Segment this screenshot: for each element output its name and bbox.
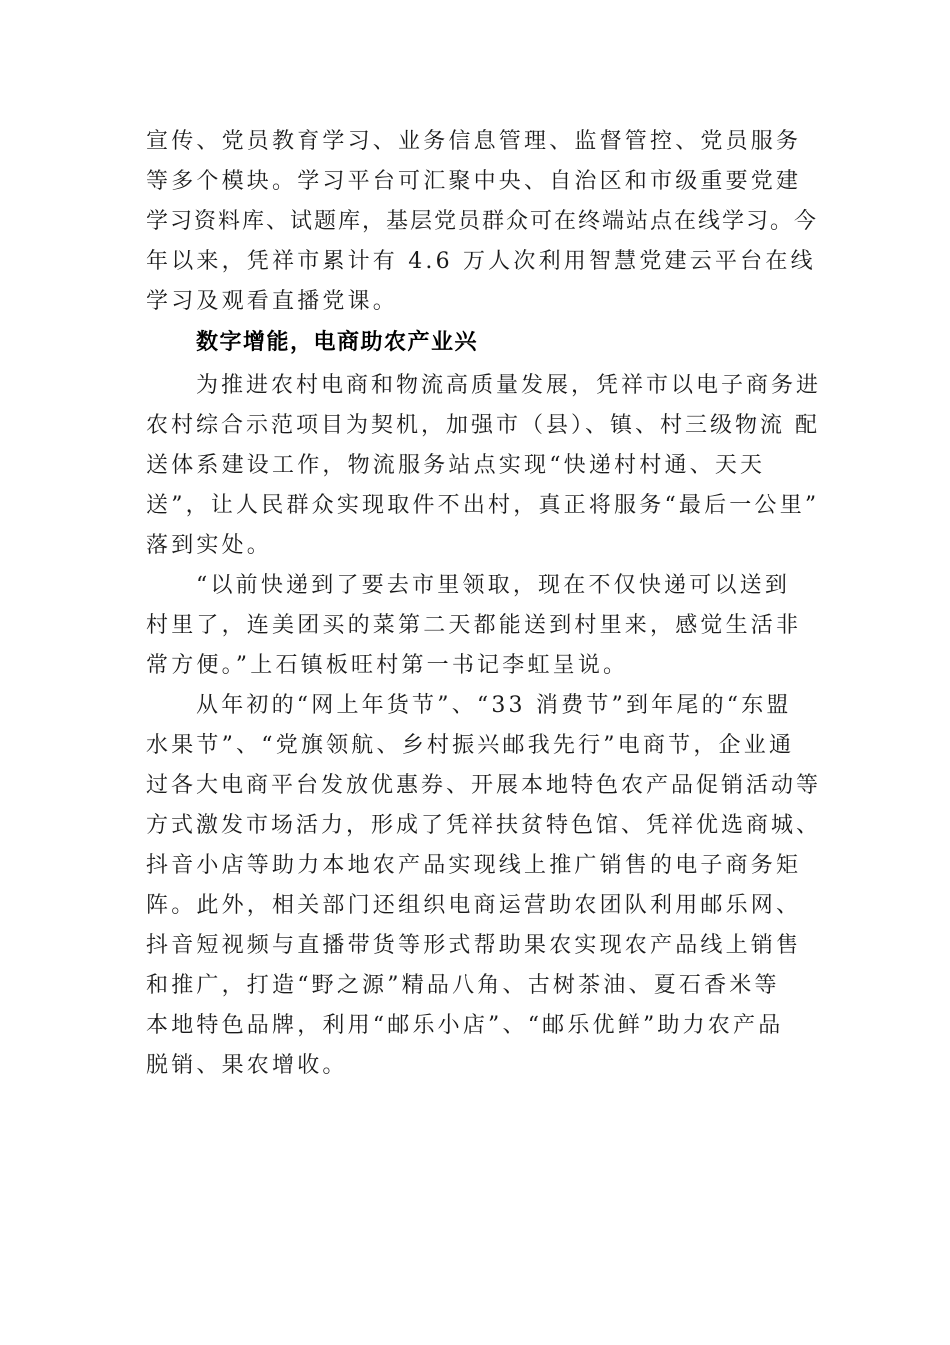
paragraph-line: 学习资料库、试题库，基层党员群众可在终端站点在线学习。今 bbox=[146, 209, 819, 234]
paragraph-line: “以前快递到了要去市里领取，现在不仅快递可以送到 bbox=[196, 573, 791, 598]
paragraph-line: 抖音短视频与直播带货等形式帮助果农实现农产品线上销售 bbox=[146, 933, 802, 958]
paragraph-line: 宣传、党员教育学习、业务信息管理、监督管控、党员服务 bbox=[146, 129, 802, 154]
paragraph-line: 从年初的“网上年货节”、“33 消费节”到年尾的“东盟 bbox=[196, 693, 792, 718]
paragraph-line: 过各大电商平台发放优惠券、开展本地特色农产品促销活动等 bbox=[146, 773, 822, 798]
paragraph-line: 脱销、果农增收。 bbox=[146, 1053, 348, 1078]
paragraph-line: 学习及观看直播党课。 bbox=[146, 289, 399, 314]
section-heading: 数字增能，电商助农产业兴 bbox=[196, 330, 479, 355]
paragraph-line: 农村综合示范项目为契机，加强市（县）、镇、村三级物流 配 bbox=[146, 413, 820, 438]
paragraph-line: 年以来，凭祥市累计有 4.6 万人次利用智慧党建云平台在线 bbox=[146, 249, 816, 274]
paragraph-line: 和推广，打造“野之源”精品八角、古树茶油、夏石香米等 bbox=[146, 973, 780, 998]
paragraph-line: 为推进农村电商和物流高质量发展，凭祥市以电子商务进 bbox=[196, 373, 822, 398]
paragraph-line: 水果节”、“党旗领航、乡村振兴邮我先行”电商节，企业通 bbox=[146, 733, 795, 758]
paragraph-line: 等多个模块。学习平台可汇聚中央、自治区和市级重要党建 bbox=[146, 169, 802, 194]
paragraph-line: 送体系建设工作，物流服务站点实现“快递村村通、天天 bbox=[146, 453, 766, 478]
paragraph-line: 抖音小店等助力本地农产品实现线上推广销售的电子商务矩 bbox=[146, 853, 802, 878]
paragraph-line: 阵。此外，相关部门还组织电商运营助农团队利用邮乐网、 bbox=[146, 893, 802, 918]
paragraph-line: 方式激发市场活力，形成了凭祥扶贫特色馆、凭祥优选商城、 bbox=[146, 813, 822, 838]
paragraph-line: 落到实处。 bbox=[146, 533, 273, 558]
paragraph-line: 村里了，连美团买的菜第二天都能送到村里来，感觉生活非 bbox=[146, 613, 802, 638]
paragraph-line: 本地特色品牌，利用“邮乐小店”、“邮乐优鲜”助力农产品 bbox=[146, 1013, 784, 1038]
paragraph-line: 常方便。”上石镇板旺村第一书记李虹呈说。 bbox=[146, 653, 629, 678]
paragraph-line: 送”，让人民群众实现取件不出村，真正将服务“最后一公里” bbox=[146, 493, 820, 518]
